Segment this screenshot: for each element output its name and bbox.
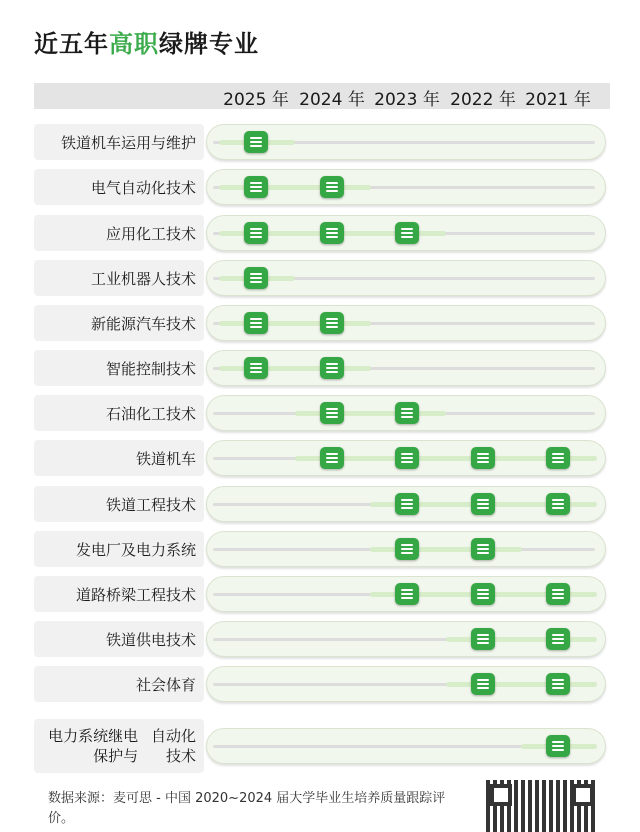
green-card-list-icon — [471, 673, 495, 695]
green-card-list-icon — [244, 357, 268, 379]
row-label: 智能控制技术 — [34, 350, 204, 386]
row-label: 工业机器人技术 — [34, 260, 204, 296]
green-card-list-icon — [320, 222, 344, 244]
row-label: 新能源汽车技术 — [34, 305, 204, 341]
track-fill — [446, 637, 597, 642]
page-title — [34, 24, 259, 59]
green-card-list-icon — [546, 628, 570, 650]
green-card-list-icon — [244, 222, 268, 244]
green-card-list-icon — [471, 493, 495, 515]
title-suffix: 绿牌专业 — [159, 30, 259, 58]
track-fill — [219, 185, 371, 190]
green-card-list-icon — [244, 176, 268, 198]
green-card-list-icon — [320, 357, 344, 379]
row-label — [34, 719, 204, 773]
year-label: 2023 年 — [374, 90, 440, 110]
data-source-note: 数据来源：麦可思 - 中国 2020~2024 届大学毕业生培养质量跟踪评价。 — [48, 791, 446, 826]
green-card-list-icon — [395, 583, 419, 605]
green-card-list-icon — [546, 447, 570, 469]
qr-code-icon — [486, 780, 598, 832]
green-card-list-icon — [546, 583, 570, 605]
green-card-list-icon — [244, 312, 268, 334]
green-card-list-icon — [471, 583, 495, 605]
green-card-list-icon — [320, 447, 344, 469]
year-label: 2025 年 — [223, 90, 289, 110]
green-card-list-icon — [244, 131, 268, 153]
title-highlight: 高职 — [109, 30, 159, 58]
green-card-list-icon — [546, 493, 570, 515]
green-card-list-icon — [546, 735, 570, 757]
row-label: 道路桥梁工程技术 — [34, 576, 204, 612]
year-label: 2022 年 — [450, 90, 516, 110]
row-label: 社会体育 — [34, 666, 204, 702]
row-label-line: 电力系统继电保护与 — [48, 726, 139, 765]
row-label: 铁道供电技术 — [34, 621, 204, 657]
track-fill — [219, 366, 371, 371]
year-label: 2021 年 — [525, 90, 591, 110]
green-card-list-icon — [471, 538, 495, 560]
green-card-list-icon — [244, 267, 268, 289]
row-label-line: 自动化技术 — [150, 726, 196, 765]
row-label: 应用化工技术 — [34, 215, 204, 251]
year-label: 2024 年 — [299, 90, 365, 110]
track-fill — [446, 682, 597, 687]
row-label: 石油化工技术 — [34, 395, 204, 431]
row-label: 电气自动化技术 — [34, 169, 204, 205]
row-label: 铁道工程技术 — [34, 486, 204, 522]
green-card-list-icon — [471, 447, 495, 469]
green-card-list-icon — [395, 493, 419, 515]
green-card-list-icon — [395, 447, 419, 469]
row-label: 铁道机车运用与维护 — [34, 124, 204, 160]
row-label: 铁道机车 — [34, 440, 204, 476]
green-card-list-icon — [395, 538, 419, 560]
track-fill — [219, 321, 371, 326]
row-label: 发电厂及电力系统 — [34, 531, 204, 567]
track-fill — [370, 547, 522, 552]
green-card-list-icon — [320, 402, 344, 424]
track-fill — [295, 411, 446, 416]
title-prefix: 近五年 — [34, 30, 109, 58]
green-card-list-icon — [546, 673, 570, 695]
green-card-list-icon — [471, 628, 495, 650]
green-card-list-icon — [320, 312, 344, 334]
green-card-list-icon — [395, 402, 419, 424]
green-card-list-icon — [395, 222, 419, 244]
green-card-list-icon — [320, 176, 344, 198]
